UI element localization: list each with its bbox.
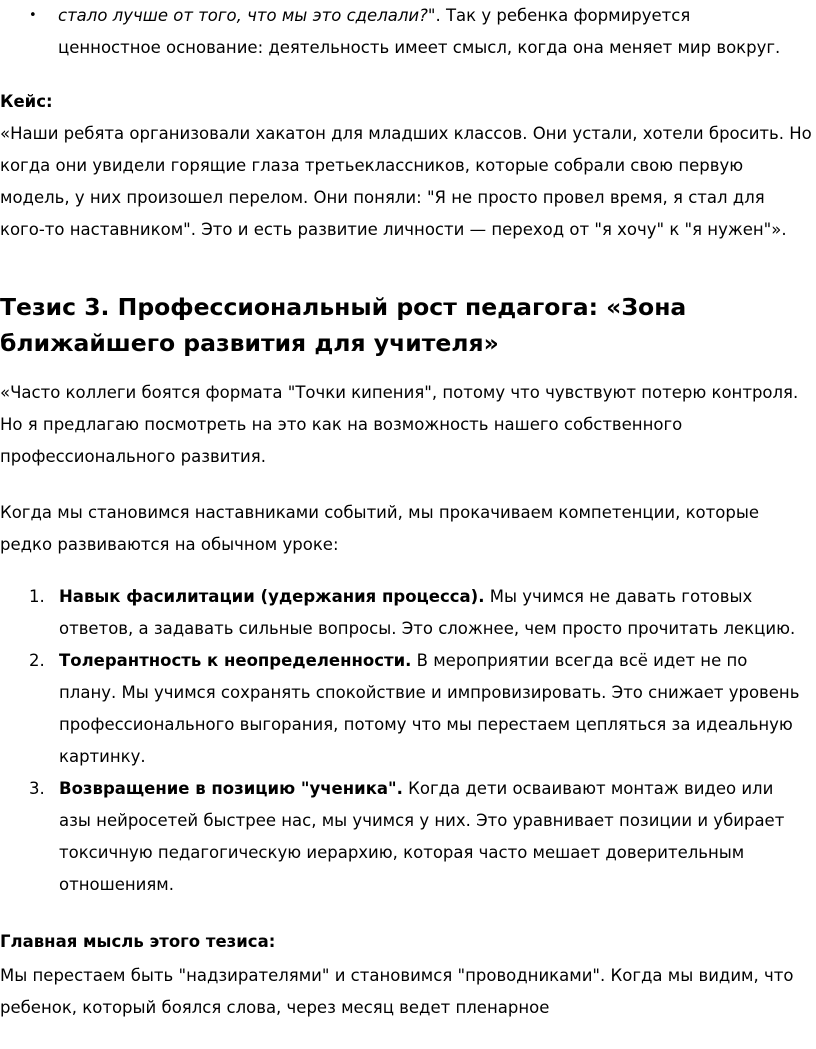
bullet-item — [29, 0, 809, 64]
list-item-text: В мероприятии всегда всё идет не по плану. Мы учимся сохранять спокойствие и импровизировать. Это снижает уровень профессионального выгорания, потому что мы перестаем цепляться за идеальную картинку. — [59, 651, 800, 766]
list-item-title: Толерантность к неопределенности. — [59, 651, 412, 670]
bullet-marker: • — [29, 8, 37, 23]
case-label: Кейс: — [0, 92, 53, 111]
bullet-italic-text: стало лучше от того, что мы это сделали? — [58, 6, 428, 25]
list-item-text: Мы учимся не давать готовых ответов, а задавать сильные вопросы. Это сложнее, чем просто прочитать лекцию. — [59, 587, 796, 638]
list-item — [0, 773, 805, 901]
list-item — [0, 645, 805, 773]
main-idea-text: Мы перестаем быть "надзирателями" и становимся "проводниками". Когда мы видим, что ребенок, который боялся слова, через месяц ведет пленарное — [0, 966, 794, 1017]
competence-list — [0, 581, 812, 901]
list-item-number: 1. — [29, 587, 45, 606]
list-item-text: Когда дети осваивают монтаж видео или азы нейросетей быстрее нас, мы учимся у них. Это уравнивает позиции и убирает токсичную педагогическую иерархию, которая часто мешает доверительным отношениям. — [59, 779, 785, 894]
thesis-heading: Тезис 3. Профессиональный рост педагога: «Зона ближайшего развития для учителя» — [0, 293, 687, 357]
case-text: «Наши ребята организовали хакатон для младших классов. Они устали, хотели бросить. Но когда они увидели горящие глаза третьеклассников, которые собрали свою первую модель, у них произошел перелом. Они поняли: "Я не просто провел время, я стал для кого-то наставником". Это и есть развитие личности — переход от "я хочу" к "я нужен"». — [0, 124, 812, 239]
thesis-lead: Когда мы становимся наставниками событий, мы прокачиваем компетенции, которые редко развиваются на обычном уроке: — [0, 503, 760, 554]
list-item-title: Навык фасилитации (удержания процесса). — [59, 587, 485, 606]
list-item-title: Возвращение в позицию "ученика". — [59, 779, 403, 798]
list-item — [0, 581, 805, 645]
list-item-number: 3. — [29, 779, 45, 798]
bullet-text — [58, 0, 798, 64]
main-idea-label: Главная мысль этого тезиса: — [0, 932, 276, 951]
list-item-number: 2. — [29, 651, 45, 670]
thesis-intro: «Часто коллеги боятся формата "Точки кипения", потому что чувствуют потерю контроля. Но я предлагаю посмотреть на это как на возможность нашего собственного профессионального развития. — [0, 383, 799, 466]
bullet-rest-text: ". Так у ребенка формируется ценностное основание: деятельность имеет смысл, когда она меняет мир вокруг. — [58, 6, 781, 57]
